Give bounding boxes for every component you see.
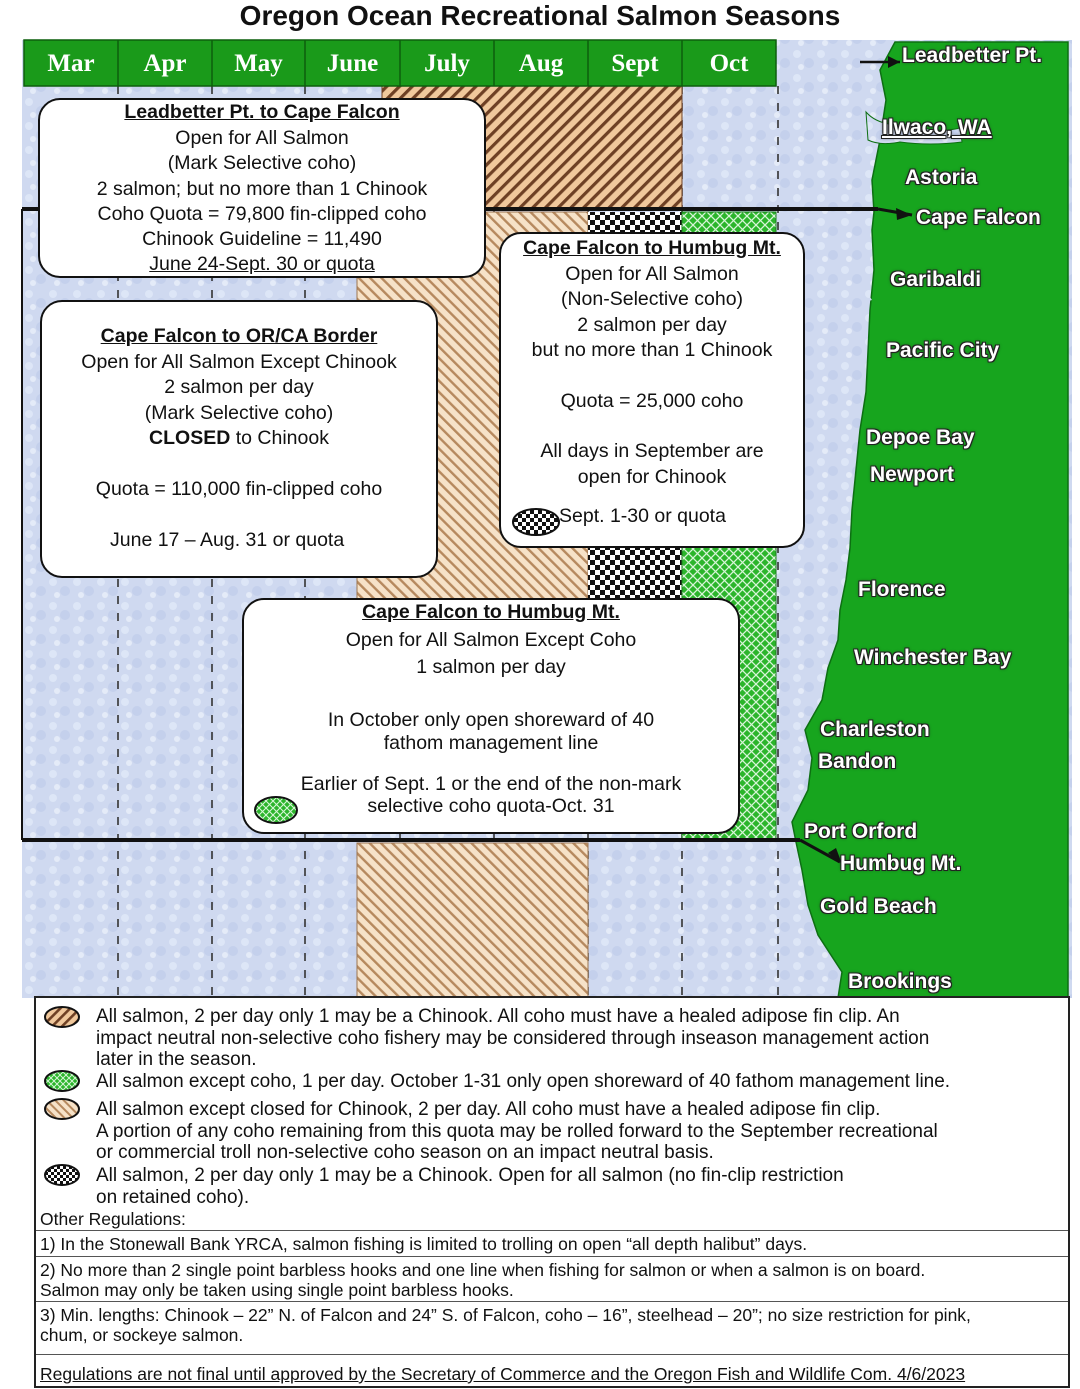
legend-line: on retained coho). xyxy=(96,1186,250,1208)
place-newport: Newport xyxy=(870,463,954,486)
box-line: (Mark Selective coho) xyxy=(167,152,357,174)
place-charleston: Charleston xyxy=(820,718,930,741)
legend-line: later in the season. xyxy=(96,1049,257,1070)
cf-humbug-oct-box xyxy=(242,598,740,834)
box-line: Coho Quota = 79,800 fin-clipped coho xyxy=(97,203,427,225)
quota-text: Quota = 25,000 coho xyxy=(560,389,744,412)
legend-entry xyxy=(96,1006,1062,1071)
place-depoe-bay: Depoe Bay xyxy=(866,426,975,449)
month-oct: Oct xyxy=(709,50,749,77)
regulation-line: Salmon may only be taken using single point barbless hooks. xyxy=(40,1280,514,1300)
month-mar: Mar xyxy=(47,50,95,77)
legend-line: impact neutral non-selective coho fishery may be considered through inseason management action xyxy=(96,1027,930,1049)
month-aug: Aug xyxy=(518,50,564,77)
place-leadbetter: Leadbetter Pt. xyxy=(902,44,1043,67)
place-gold-beach: Gold Beach xyxy=(820,895,937,918)
legend-panel xyxy=(34,996,1070,1388)
box-line xyxy=(42,426,436,452)
month-apr: Apr xyxy=(143,50,187,77)
legend-line: All salmon except closed for Chinook, 2 per day. All coho must have a healed adipose fin clip. xyxy=(96,1099,881,1120)
box-heading: Cape Falcon to Humbug Mt. xyxy=(523,237,781,259)
checker-icon xyxy=(510,506,562,538)
box-heading: Cape Falcon to Humbug Mt. xyxy=(362,601,620,623)
box-line: open for Chinook xyxy=(577,465,727,488)
box-line: In October only open shoreward of 40 xyxy=(327,708,655,731)
month-sept: Sept xyxy=(611,50,659,77)
legend-entry xyxy=(96,1071,1062,1093)
other-regulations-heading: Other Regulations: xyxy=(40,1209,186,1229)
tan-hatch-icon xyxy=(42,1097,82,1121)
place-garibaldi: Garibaldi xyxy=(890,268,982,291)
regulation-item xyxy=(40,1305,1066,1345)
closed-word: CLOSED xyxy=(149,427,231,449)
box-line: 2 salmon; but no more than 1 Chinook xyxy=(96,177,428,200)
legend-line: All salmon, 2 per day only 1 may be a Chinook. Open for all salmon (no fin-clip restriction xyxy=(96,1165,844,1186)
regulation-line: 1) In the Stonewall Bank YRCA, salmon fishing is limited to trolling on open “all depth halibut” days. xyxy=(40,1234,808,1254)
box-line: Chinook Guideline = 11,490 xyxy=(142,227,382,250)
green-pattern-icon xyxy=(252,794,300,826)
place-cape-falcon: Cape Falcon xyxy=(916,206,1041,229)
month-july: July xyxy=(424,50,470,77)
place-astoria: Astoria xyxy=(905,166,978,189)
quota-text: Quota = 110,000 fin-clipped coho xyxy=(95,477,383,500)
green-pattern-icon xyxy=(42,1069,82,1093)
box-line: Open for All Salmon Except Chinook xyxy=(81,350,397,373)
legend-line: All salmon, 2 per day only 1 may be a Chinook. All coho must have a healed adipose fin clip. An xyxy=(96,1006,900,1027)
box-line: Open for All Salmon xyxy=(175,126,349,149)
place-port-orford: Port Orford xyxy=(804,820,918,843)
legend-entry xyxy=(96,1099,1062,1164)
checker-icon xyxy=(42,1163,82,1187)
month-june: June xyxy=(326,50,379,77)
box-line: but no more than 1 Chinook xyxy=(531,339,773,361)
cf-humbug-sept-box xyxy=(499,232,805,548)
place-florence: Florence xyxy=(858,578,946,601)
box-line: fathom management line xyxy=(383,731,599,754)
box-line: Open for All Salmon Except Coho xyxy=(345,628,637,651)
legend-line: or commercial troll non-selective coho season on an impact neutral basis. xyxy=(96,1142,714,1163)
box-line: (Mark Selective coho) xyxy=(144,401,334,424)
cf-border-season-box xyxy=(40,300,438,578)
box-line: All days in September are xyxy=(540,440,764,462)
box-heading: Cape Falcon to OR/CA Border xyxy=(100,325,378,347)
season-dates: Sept. 1-30 or quota xyxy=(559,505,726,527)
hatch-icon xyxy=(42,1005,82,1029)
season-dates: June 24-Sept. 30 or quota xyxy=(149,252,375,275)
legend-entry xyxy=(96,1165,1062,1208)
page-title: Oregon Ocean Recreational Salmon Seasons xyxy=(239,0,841,31)
regulation-item xyxy=(40,1234,1066,1254)
place-winchester-bay: Winchester Bay xyxy=(854,646,1012,669)
leadbetter-season-box xyxy=(38,98,486,278)
regulation-line: chum, or sockeye salmon. xyxy=(40,1325,244,1345)
regulation-line: 3) Min. lengths: Chinook – 22” N. of Falcon and 24” S. of Falcon, coho – 16”, steelhead – 20”; no size restriction for pink, xyxy=(40,1305,971,1325)
box-line: 2 salmon per day xyxy=(164,376,314,398)
regulation-line: 2) No more than 2 single point barbless hooks and one line when fishing for salmon or when a salmon is on board. xyxy=(40,1260,926,1280)
season-dates: selective coho quota-Oct. 31 xyxy=(367,794,615,817)
box-line: 2 salmon per day xyxy=(577,313,727,336)
season-dates: June 17 – Aug. 31 or quota xyxy=(110,529,345,551)
footer-note: Regulations are not final until approved by the Secretary of Commerce and the Oregon Fish and Wildlife Com. 4/6/2023 xyxy=(40,1364,966,1384)
legend-line: All salmon except coho, 1 per day. October 1-31 only open shoreward of 40 fathom management line. xyxy=(96,1071,951,1092)
season-dates: Earlier of Sept. 1 or the end of the non-mark xyxy=(300,772,682,795)
place-humbug-mt: Humbug Mt. xyxy=(840,852,962,875)
month-may: May xyxy=(234,50,283,77)
place-brookings: Brookings xyxy=(848,970,952,993)
box-heading: Leadbetter Pt. to Cape Falcon xyxy=(124,101,400,123)
place-bandon: Bandon xyxy=(818,750,897,773)
legend-line: A portion of any coho remaining from this quota may be rolled forward to the September recreational xyxy=(96,1120,938,1142)
closed-rest: to Chinook xyxy=(230,427,329,449)
place-ilwaco: Ilwaco, WA xyxy=(882,116,992,139)
box-line: Open for All Salmon xyxy=(565,262,739,285)
box-line: (Non-Selective coho) xyxy=(560,288,744,310)
box-line: 1 salmon per day xyxy=(416,655,566,678)
regulation-item xyxy=(40,1260,1066,1300)
place-pacific-city: Pacific City xyxy=(886,339,1000,362)
